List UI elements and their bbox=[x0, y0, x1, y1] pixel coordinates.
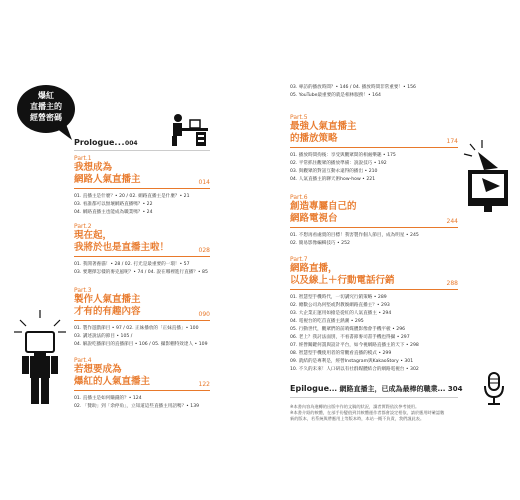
part-title-line: 才有的有趣內容 bbox=[74, 306, 141, 317]
toc-item: 04. 網路直播主也能成為職業嗎？• 24 bbox=[74, 210, 153, 215]
part-page-number: 014 bbox=[198, 179, 210, 186]
epilogue-label: Epilogue bbox=[290, 384, 330, 393]
toc-part-7 bbox=[290, 256, 458, 374]
prologue-label: Prologue bbox=[74, 138, 115, 147]
prologue-heading: Prologue...004 bbox=[74, 138, 138, 147]
divider bbox=[290, 289, 458, 290]
part-label: Part.7 bbox=[290, 256, 308, 263]
part-title-line: 爆紅的人氣直播主 bbox=[74, 376, 151, 387]
toc-item: 07. 經營關鍵何謂與設計平台，如今視網路直播主的天下 • 298 bbox=[290, 343, 419, 348]
toc-item: 01. 直播主是如何賺錢的？• 124 bbox=[74, 396, 142, 401]
toc-item: 03. 與觀眾的對話互動永遠得的播出 • 210 bbox=[290, 169, 378, 174]
part-page-number: 288 bbox=[446, 280, 458, 287]
prologue-page: 004 bbox=[125, 140, 138, 147]
part-label: Part.1 bbox=[74, 155, 92, 162]
part-title-line: 現在起， bbox=[74, 230, 113, 241]
part-page-number: 090 bbox=[198, 311, 210, 318]
toc-item: 05. 行動世代，觀眾們的前哨媒體影像會手機平板 • 296 bbox=[290, 327, 406, 332]
divider bbox=[290, 147, 458, 148]
toc-item: 03. 大企業正運用如搶是從紅的人氣直播主 • 294 bbox=[290, 311, 392, 316]
badge-line-1: 爆紅 bbox=[38, 91, 54, 100]
toc-part-6 bbox=[290, 194, 458, 248]
part-title-line: 我想成為 bbox=[74, 162, 113, 173]
toc-item: 04. 解說吃播節目的直播節目 • 106 / 05. 攝影棚特效達人 • 109 bbox=[74, 342, 208, 347]
toc-item: 02. 「贊助」到「余停角」，立知道這些直播主用語嗎？• 139 bbox=[74, 404, 200, 409]
toc-item: 02. 總數公司為何堅或對教娛網路直播主？• 293 bbox=[290, 303, 390, 308]
divider bbox=[74, 256, 210, 257]
toc-item: 03. 要選擇怎樣的麥克風呢？• 74 / 04. 說在哪裡進行直播？• 85 bbox=[74, 270, 208, 275]
part-title-line: 網路電視台 bbox=[290, 213, 338, 224]
toc-item: 05. YouTube最重要的就是相林服務！• 164 bbox=[290, 93, 381, 98]
toc-item: 02. 平常抓住觀眾的播放準備：說說技巧 • 192 bbox=[290, 161, 387, 166]
footnote: ※本書內容為進轉的出版中作的文稿的狀況，讀者實際依次參考使用。 bbox=[290, 404, 420, 409]
divider bbox=[74, 320, 210, 321]
part-title-line: 我將於也是直播主啦！ bbox=[74, 242, 170, 253]
toc-part-3 bbox=[74, 287, 210, 349]
badge-line-3: 經營密碼 bbox=[30, 113, 62, 122]
toc-item: 06. 老上？我討法面別，不看書節麥司書手機也得攝 • 297 bbox=[290, 335, 410, 340]
part-page-number: 174 bbox=[446, 138, 458, 145]
part-title-line: 製作人氣直播主 bbox=[74, 294, 141, 305]
part-label: Part.2 bbox=[74, 223, 92, 230]
epilogue-heading: Epilogue... 網路直播主，已成為最棒的職業... 304 bbox=[290, 384, 463, 393]
toc-item: 01. 播放時間拘後：享受與觀眾間的相處樂趣 • 175 bbox=[290, 153, 396, 158]
part-title-line: 最強人氣直播主 bbox=[290, 121, 357, 132]
part-label: Part.4 bbox=[74, 357, 92, 364]
toc-item: 09. 就結的是專利是，經營Instagram與KakaoStory • 301 bbox=[290, 359, 414, 364]
toc-item: 01. 不想再看處賣的目標！我害製作個人節目，成為明星 • 245 bbox=[290, 233, 419, 238]
part-title-line: 若想要成為 bbox=[74, 364, 122, 375]
microphone-icon bbox=[482, 372, 506, 406]
toc-item: 03. 講述說法的節目 • 105 / bbox=[74, 334, 133, 339]
part-title-line: 網路人氣直播主 bbox=[74, 174, 141, 185]
toc-part-4 bbox=[74, 357, 210, 411]
part-page-number: 028 bbox=[198, 247, 210, 254]
divider bbox=[290, 227, 458, 228]
part-label: Part.3 bbox=[74, 287, 92, 294]
speech-badge-icon bbox=[16, 84, 78, 142]
part-page-number: 244 bbox=[446, 218, 458, 225]
toc-item: 01. 我閒著養貓！• 28 / 02. 打光是最重要的一環！• 57 bbox=[74, 262, 190, 267]
part-label: Part.6 bbox=[290, 194, 308, 201]
toc-item: 01. 直播主是什麼？• 20 / 02. 網路直播主是什麼？• 21 bbox=[74, 194, 190, 199]
toc-part-5 bbox=[290, 114, 458, 184]
toc-item: 04. 電視台的吃首直播主熱潮 • 295 bbox=[290, 319, 364, 324]
toc-item: 08. 智慧型手機使用者的常觀看直播的模式 • 299 bbox=[290, 351, 392, 356]
person-monitor-icon bbox=[12, 310, 68, 406]
part-title-line: 網路直播， bbox=[290, 263, 338, 274]
footnote: ※本書介紹的軟體，在部手份變值到其軟體運作者都會設定相依，請於應用時確認數 bbox=[290, 410, 445, 415]
toc-item: 01. 智慧型手機時代，一切講究行銷策略 • 289 bbox=[290, 295, 387, 300]
divider bbox=[74, 188, 210, 189]
footnote: 新的版本，若系統與帶應用上等版本時，本站一概不負責，我們謹此表。 bbox=[290, 416, 425, 421]
megaphone-monitor-icon bbox=[460, 140, 514, 214]
part-title-line: 以及線上＋行動電話行銷 bbox=[290, 275, 395, 286]
divider bbox=[74, 390, 210, 391]
epilogue-page: 304 bbox=[447, 385, 463, 393]
toc-part-1 bbox=[74, 155, 210, 217]
epilogue-title: 網路直播主，已成為最棒的職業 bbox=[339, 385, 438, 393]
toc-item: 01. 製作遊戲節目 • 97 / 02. 正妹播放的「正妹直播」• 100 bbox=[74, 326, 199, 331]
toc-part-2 bbox=[74, 223, 210, 277]
part-title-line: 的播放策略 bbox=[290, 133, 338, 144]
toc-item: 03. 看誰都可以無壞網路直播嗎？• 22 bbox=[74, 202, 153, 207]
toc-item: 03. 專訪的播放時間？• 146 / 04. 播放時間非常重要！• 156 bbox=[290, 85, 416, 90]
right-toc-column bbox=[290, 84, 463, 422]
part-label: Part.5 bbox=[290, 114, 308, 121]
toc-item: 10. 不久的未來！人口研以有社群媒體結合的網路電視台 • 302 bbox=[290, 367, 419, 372]
badge-line-2: 直播主的 bbox=[30, 102, 62, 111]
part-page-number: 122 bbox=[198, 381, 210, 388]
part-title-line: 創造專屬自己的 bbox=[290, 201, 357, 212]
toc-item: 02. 簡易影像編輯技巧 • 252 bbox=[290, 241, 350, 246]
left-toc-column bbox=[74, 155, 210, 411]
toc-item: 04. 人氣直播主的聊天術how-how • 221 bbox=[290, 177, 376, 182]
